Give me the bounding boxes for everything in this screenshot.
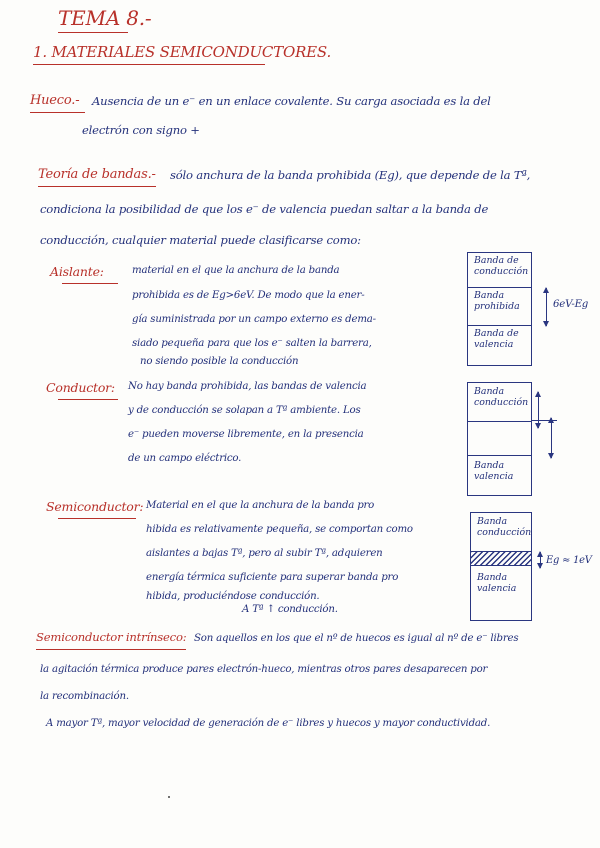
intrinseco-line-3: la recombinación.: [40, 691, 129, 702]
conductor-line-3: e⁻ pueden moverse libremente, en la presencia: [128, 429, 364, 440]
semiconductor-term: Semiconductor:: [46, 499, 144, 514]
semiconductor-line-1: Material en el que la anchura de la banda pro: [146, 500, 375, 511]
teoria-line-1: sólo anchura de la banda prohibida (Eg), que depende de la Tª,: [170, 168, 531, 182]
teoria-line-2: condiciona la posibilidad de que los e⁻ de valencia puedan saltar a la banda de: [40, 202, 489, 216]
teoria-term: Teoría de bandas.-: [38, 167, 156, 182]
semiconductor-valence-band: Banda valencia: [477, 572, 517, 594]
aislante-gap-arrow: [546, 288, 547, 326]
semiconductor-gap-arrow: [540, 552, 541, 568]
conductor-line-2: y de conducción se solapan a Tª ambiente. Los: [128, 405, 361, 416]
teoria-underline: [38, 186, 156, 187]
aislante-line-2: prohibida es de Eg>6eV. De modo que la ener-: [132, 290, 365, 301]
semiconductor-band-diagram: [470, 512, 532, 621]
conductor-underline: [58, 399, 118, 400]
conductor-line-4: de un campo eléctrico.: [128, 453, 242, 464]
semiconductor-line-4: energía térmica suficiente para superar banda pro: [146, 572, 399, 583]
title-underline: [58, 32, 128, 33]
aislante-gap-label: 6eV-Eg: [553, 299, 589, 310]
semiconductor-line-6: A Tª ↑ conducción.: [242, 604, 338, 615]
conductor-line-1: No hay banda prohibida, las bandas de valencia: [128, 381, 367, 392]
aislante-underline: [62, 283, 118, 284]
hueco-underline: [30, 112, 85, 113]
aislante-valence-band: Banda de valencia: [474, 328, 519, 350]
intrinseco-line-2: la agitación térmica produce pares electrón-hueco, mientras otros pares desaparecen por: [40, 664, 488, 675]
aislante-band-diagram: [467, 252, 532, 366]
conductor-valence-band: Banda valencia: [474, 460, 514, 482]
aislante-line-4: siado pequeña para que los e⁻ salten la barrera,: [132, 338, 372, 349]
hueco-line-1: Ausencia de un e⁻ en un enlace covalente. Su carga asociada es la del: [92, 94, 491, 108]
intrinseco-term: Semiconductor intrínseco:: [36, 630, 187, 644]
hueco-line-2: electrón con signo +: [82, 123, 200, 137]
hueco-term: Hueco.-: [30, 93, 80, 108]
conductor-overlap-line: [531, 420, 557, 421]
intrinseco-line-1: Son aquellos en los que el nº de huecos es igual al nº de e⁻ libres: [194, 633, 519, 644]
semiconductor-conduction-band: Banda conducción: [477, 516, 532, 538]
semiconductor-gap-hatch: [471, 551, 531, 565]
conductor-band-diagram: [467, 382, 532, 496]
conductor-arrow-up: [538, 392, 539, 428]
conductor-conduction-band: Banda conducción: [474, 386, 529, 408]
section-underline: [33, 64, 265, 65]
aislante-forbidden-band: Banda prohibida: [474, 290, 520, 312]
teoria-line-3: conducción, cualquier material puede clasificarse como:: [40, 233, 361, 247]
semiconductor-line-2: hibida es relativamente pequeña, se comportan como: [146, 524, 413, 535]
section-heading: 1. MATERIALES SEMICONDUCTORES.: [33, 43, 332, 61]
aislante-line-1: material en el que la anchura de la banda: [132, 265, 340, 276]
intrinseco-underline: [36, 649, 186, 650]
intrinseco-line-4: A mayor Tª, mayor velocidad de generación de e⁻ libres y huecos y mayor conductividad.: [46, 718, 491, 729]
aislante-term: Aislante:: [50, 264, 104, 279]
aislante-conduction-band: Banda de conducción: [474, 255, 529, 277]
semiconductor-gap-label: Eg ≈ 1eV: [546, 555, 592, 566]
semiconductor-underline: [58, 518, 136, 519]
page-dot: [168, 796, 170, 798]
semiconductor-line-5: hibida, produciéndose conducción.: [146, 591, 320, 602]
page-title: TEMA 8.-: [58, 6, 152, 30]
aislante-line-3: gía suministrada por un campo externo es dema-: [132, 314, 376, 325]
conductor-term: Conductor:: [46, 380, 115, 395]
semiconductor-line-3: aislantes a bajas Tª, pero al subir Tª, adquieren: [146, 548, 383, 559]
conductor-arrow-down: [551, 418, 552, 458]
aislante-line-5: no siendo posible la conducción: [140, 356, 299, 367]
